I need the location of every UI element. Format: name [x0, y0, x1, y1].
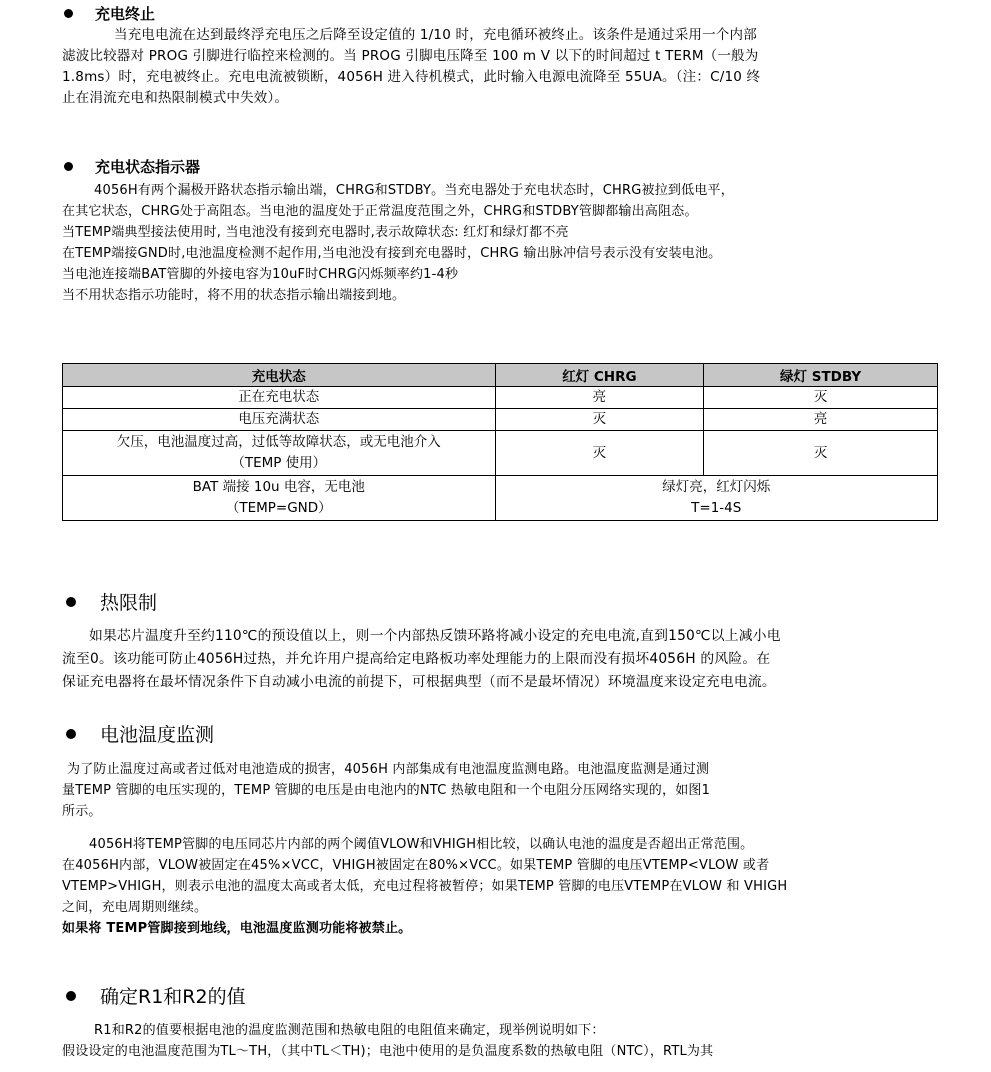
table-header: 绿灯 STDBY — [704, 364, 938, 387]
section-heading-thermal — [62, 588, 157, 615]
table-row — [63, 387, 938, 409]
heading-text: 确定R1和R2的值 — [100, 986, 246, 1008]
table-cell: 灭 — [495, 409, 704, 431]
bullet-icon — [66, 729, 76, 739]
table-cell: 亮 — [495, 387, 704, 409]
text-line: VTEMP>VHIGH，则表示电池的温度太高或者太低，充电过程将被暂停；如果TEMP 管脚的电压VTEMP在VLOW 和 VHIGH — [62, 879, 788, 894]
text-line: 当电池连接端BAT管脚的外接电容为10uF时CHRG闪烁频率约1-4秒 — [62, 267, 459, 282]
cell-line: （TEMP=GND） — [225, 500, 332, 516]
cell-line: （TEMP 使用） — [231, 455, 327, 471]
text-line: 4056H有两个漏极开路状态指示输出端，CHRG和STDBY。当充电器处于充电状态时，CHRG被拉到低电平， — [94, 183, 734, 198]
table-cell — [63, 431, 496, 476]
section-heading-battery-temp — [62, 720, 214, 747]
cell-line: BAT 端接 10u 电容，无电池 — [192, 479, 365, 495]
table-header: 红灯 CHRG — [495, 364, 704, 387]
text-line: 为了防止温度过高或者过低对电池造成的损害，4056H 内部集成有电池温度监测电路。电池温度监测是通过测 — [67, 762, 710, 777]
table-row — [63, 431, 938, 476]
text-line: 当充电电流在达到最终浮充电压之后降至设定值的 1/10 时，充电循环被终止。该条件是通过采用一个内部 — [114, 27, 757, 43]
table-cell-merged — [495, 476, 937, 521]
text-line: 量TEMP 管脚的电压实现的，TEMP 管脚的电压是由电池内的NTC 热敏电阻和一个电阻分压网络实现的，如图1 — [62, 783, 711, 798]
text-line: 在4056H内部，VLOW被固定在45%×VCC，VHIGH被固定在80%×VCC。如果TEMP 管脚的电压VTEMP<VLOW 或者 — [62, 858, 770, 873]
battery-temp-paragraph-1 — [62, 759, 938, 822]
text-line: 流至0。该功能可防止4056H过热，并允许用户提高给定电路板功率处理能力的上限而没有损坏4056H 的风险。在 — [62, 651, 771, 667]
text-line: 假设设定的电池温度范围为TL～TH，（其中TL＜TH)；电池中使用的是负温度系数的热敏电阻（NTC），RTL为其 — [62, 1044, 714, 1059]
table-cell: 正在充电状态 — [63, 387, 496, 409]
text-line: 4056H将TEMP管脚的电压同芯片内部的两个阈值VLOW和VHIGH相比较，以确认电池的温度是否超出正常范围。 — [89, 837, 754, 852]
table-cell: 亮 — [704, 409, 938, 431]
bullet-icon — [64, 9, 73, 18]
text-line: R1和R2的值要根据电池的温度监测范围和热敏电阻的电阻值来确定，现举例说明如下： — [94, 1023, 605, 1038]
table-cell: 灭 — [495, 431, 704, 476]
text-line: 如果芯片温度升至约110℃的预设值以上，则一个内部热反馈环路将减小设定的充电电流,直到150℃以上减小电 — [89, 628, 781, 644]
section-heading-r1r2 — [62, 982, 246, 1009]
bullet-icon — [66, 991, 76, 1001]
status-indicator-paragraph — [62, 180, 938, 306]
table-cell — [63, 476, 496, 521]
heading-text: 热限制 — [100, 592, 158, 614]
table-row — [63, 476, 938, 521]
table-cell: 灭 — [704, 431, 938, 476]
text-line: 之间，充电周期则继续。 — [62, 900, 208, 915]
cell-line: 绿灯亮，红灯闪烁 — [662, 479, 771, 495]
r1r2-paragraph — [62, 1020, 938, 1062]
text-line: 1.8ms）时，充电被终止。充电电流被锁断，4056H 进入待机模式，此时输入电源电流降至 55UA。（注：C/10 终 — [62, 69, 761, 85]
heading-text: 电池温度监测 — [100, 724, 215, 746]
charge-end-paragraph — [62, 25, 938, 109]
text-line: 止在涓流充电和热限制模式中失效）。 — [62, 90, 289, 106]
section-heading-status-indicator — [62, 156, 200, 177]
table-header: 充电状态 — [63, 364, 496, 387]
table-row — [63, 409, 938, 431]
battery-temp-paragraph-2 — [62, 834, 938, 939]
thermal-paragraph — [62, 625, 938, 694]
warning-line: 如果将 TEMP管脚接到地线，电池温度监测功能将被禁止。 — [62, 921, 412, 936]
text-line: 所示。 — [62, 804, 102, 819]
section-heading-charge-end — [62, 3, 155, 24]
table-cell: 灭 — [704, 387, 938, 409]
text-line: 当TEMP端典型接法使用时, 当电池没有接到充电器时,表示故障状态: 红灯和绿灯都不亮 — [62, 225, 569, 240]
text-line: 在TEMP端接GND时,电池温度检测不起作用,当电池没有接到充电器时，CHRG 输出脉冲信号表示没有安装电池。 — [62, 246, 722, 261]
bullet-icon — [66, 597, 76, 607]
cell-line: T=1-4S — [691, 500, 742, 516]
text-line: 保证充电器将在最坏情况条件下自动减小电流的前提下，可根据典型（而不是最坏情况）环境温度来设定充电电流。 — [62, 674, 776, 690]
table-header-row — [63, 364, 938, 387]
heading-text: 充电终止 — [95, 5, 156, 23]
status-table — [62, 363, 938, 521]
bullet-icon — [64, 162, 73, 171]
text-line: 在其它状态，CHRG处于高阻态。当电池的温度处于正常温度范围之外，CHRG和STDBY管脚都输出高阻态。 — [62, 204, 698, 219]
text-line: 滤波比较器对 PROG 引脚进行临控来检测的。当 PROG 引脚电压降至 100 m V 以下的时间超过 t TERM（一般为 — [62, 48, 759, 64]
cell-line: 欠压，电池温度过高，过低等故障状态，或无电池介入 — [116, 434, 441, 450]
table-cell: 电压充满状态 — [63, 409, 496, 431]
heading-text: 充电状态指示器 — [95, 158, 201, 176]
text-line: 当不用状态指示功能时，将不用的状态指示输出端接到地。 — [62, 288, 406, 303]
